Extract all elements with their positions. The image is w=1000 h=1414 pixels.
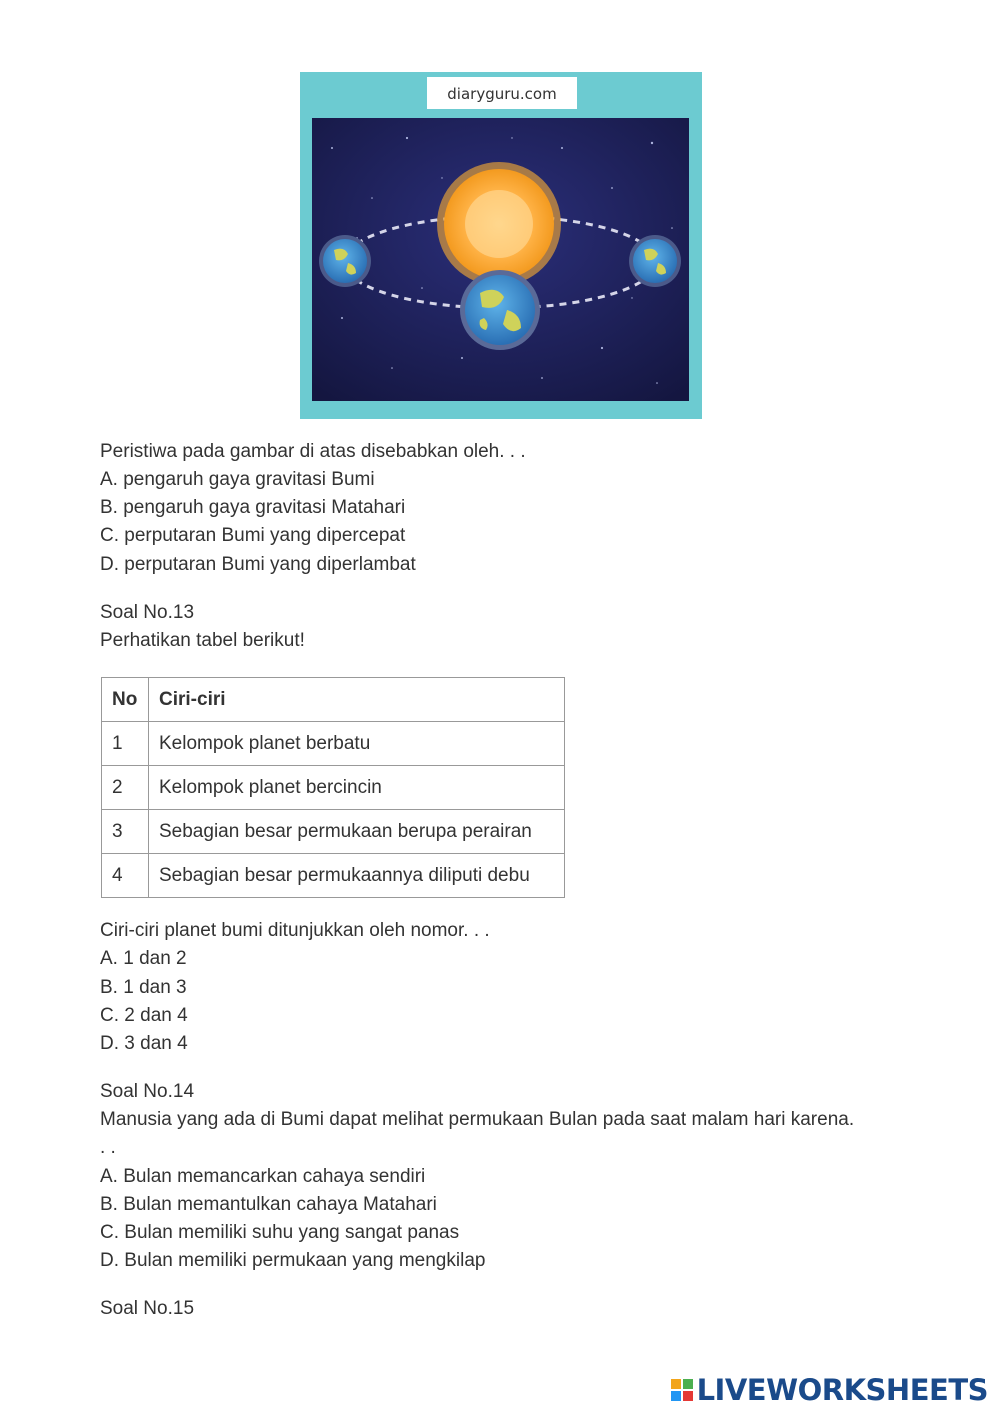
q13-option-a: A. 1 dan 2 [100, 948, 187, 969]
q14-question-line1: Manusia yang ada di Bumi dapat melihat permukaan Bulan pada saat malam hari karena. [100, 1109, 855, 1130]
q13-intro: Perhatikan tabel berikut! [100, 630, 305, 651]
q13-option-c: C. 2 dan 4 [100, 1005, 188, 1026]
brand-name: LIVEWORKSHEETS [696, 1373, 988, 1407]
table-row [102, 854, 565, 898]
ciri-table [101, 677, 565, 898]
earth-orbit-illustration [312, 118, 689, 401]
q12-option-a: A. pengaruh gaya gravitasi Bumi [100, 469, 375, 490]
table-cell-no: 2 [102, 766, 149, 810]
earth-icon-front [460, 270, 540, 350]
liveworksheets-logo [671, 1372, 988, 1408]
table-cell-ciri: Sebagian besar permukaan berupa perairan [149, 810, 565, 854]
q14-heading: Soal No.14 [100, 1081, 195, 1102]
table-cell-ciri: Kelompok planet berbatu [149, 722, 565, 766]
q13-option-b: B. 1 dan 3 [100, 977, 187, 998]
table-header-no: No [102, 678, 149, 722]
table-row [102, 766, 565, 810]
q13-option-d: D. 3 dan 4 [100, 1033, 188, 1054]
q14-option-d: D. Bulan memiliki permukaan yang mengkilap [100, 1250, 486, 1271]
table-cell-no: 3 [102, 810, 149, 854]
orbit-figure [300, 72, 702, 419]
table-cell-no: 4 [102, 854, 149, 898]
table-row [102, 810, 565, 854]
table-cell-ciri: Kelompok planet bercincin [149, 766, 565, 810]
q14-option-a: A. Bulan memancarkan cahaya sendiri [100, 1166, 426, 1187]
table-header-ciri: Ciri-ciri [149, 678, 565, 722]
sun-icon [437, 162, 561, 286]
q12-option-c: C. perputaran Bumi yang dipercepat [100, 525, 406, 546]
table-cell-no: 1 [102, 722, 149, 766]
q13-heading: Soal No.13 [100, 602, 195, 623]
earth-icon-left [319, 235, 371, 287]
q14-option-c: C. Bulan memiliki suhu yang sangat panas [100, 1222, 460, 1243]
liveworksheets-logo-icon [671, 1379, 693, 1401]
q12-option-b: B. pengaruh gaya gravitasi Matahari [100, 497, 406, 518]
q13-question: Ciri-ciri planet bumi ditunjukkan oleh nomor. . . [100, 920, 490, 941]
table-row [102, 722, 565, 766]
table-header-row [102, 678, 565, 722]
q14-option-b: B. Bulan memantulkan cahaya Matahari [100, 1194, 437, 1215]
q14-question-line2: . . [100, 1137, 116, 1158]
q12-question: Peristiwa pada gambar di atas disebabkan oleh. . . [100, 441, 526, 462]
earth-icon-right [629, 235, 681, 287]
q15-heading: Soal No.15 [100, 1298, 195, 1319]
q12-option-d: D. perputaran Bumi yang diperlambat [100, 554, 416, 575]
figure-watermark: diaryguru.com [427, 77, 577, 109]
table-cell-ciri: Sebagian besar permukaannya diliputi debu [149, 854, 565, 898]
